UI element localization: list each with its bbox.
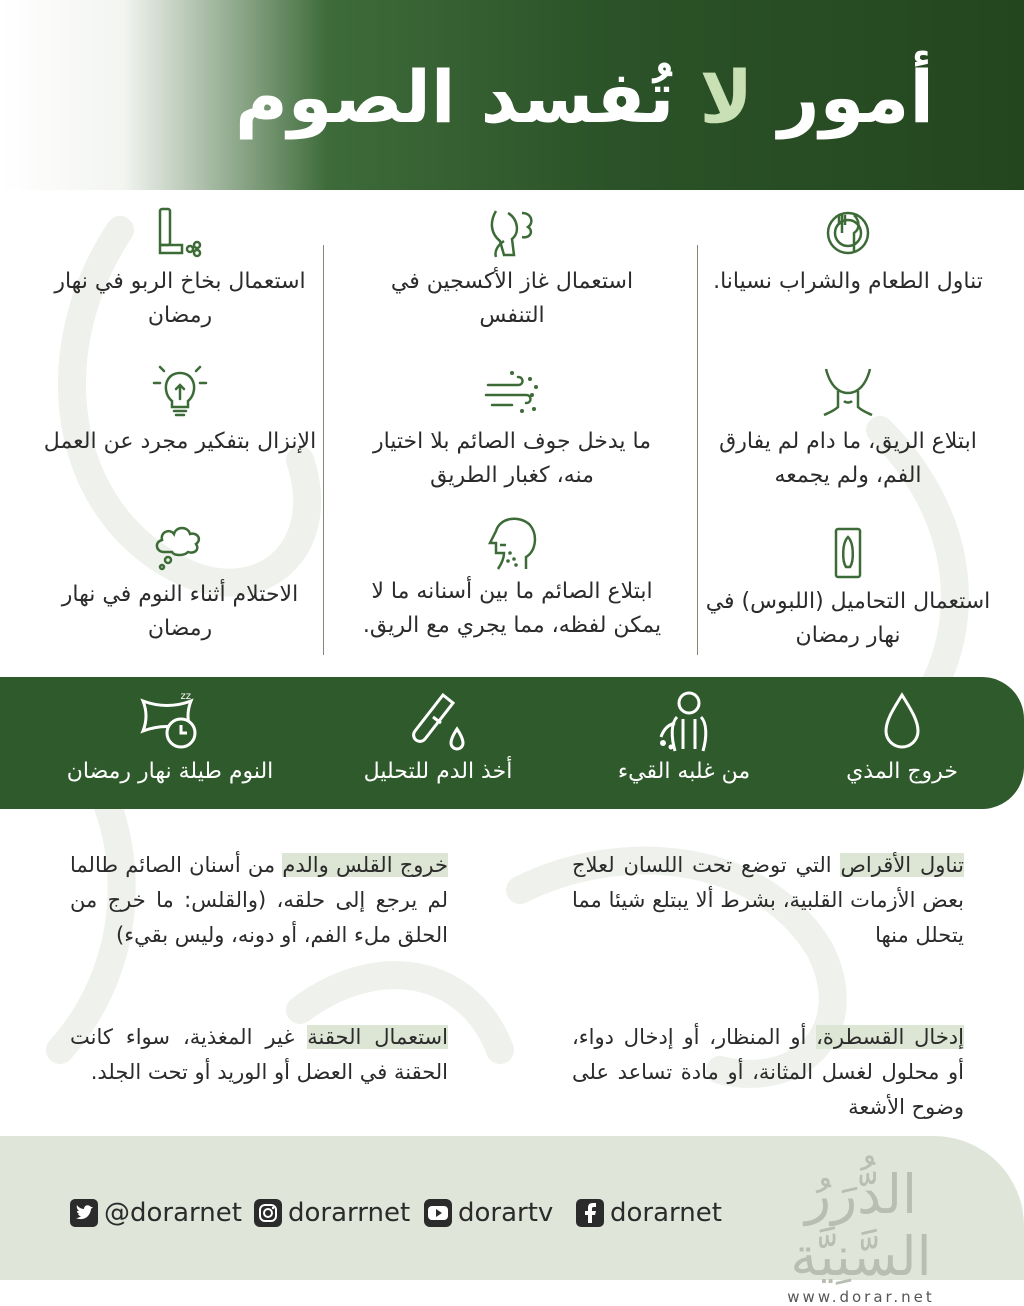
instagram-icon xyxy=(254,1199,282,1227)
info-paragraph: تناول الأقراص التي توضع تحت اللسان لعلاج بعض الأزمات القلبية، بشرط ألا يبتلع شيئا مما يتحلل منها xyxy=(572,853,964,947)
title-highlight: لا xyxy=(699,55,754,139)
dust-wind-icon xyxy=(482,365,542,421)
head-swallow-icon xyxy=(482,515,542,571)
vomiting-person-icon xyxy=(649,689,719,753)
grid-item: الإنزال بتفكير مجرد عن العمل xyxy=(30,365,330,459)
header-banner xyxy=(0,0,1024,190)
dream-cloud-icon xyxy=(150,518,210,574)
social-instagram[interactable]: dorarrnet xyxy=(254,1198,410,1228)
footer xyxy=(0,1136,1024,1306)
info-paragraph: استعمال الحقنة غير المغذية، سواء كانت الحقنة في العضل أو الوريد أو تحت الجلد. xyxy=(70,1025,448,1084)
logo-url: www.dorar.net xyxy=(787,1288,935,1306)
twitter-icon xyxy=(70,1199,98,1227)
light-bulb-icon xyxy=(150,365,210,421)
info-paragraph: إدخال القسطرة، أو المنظار، أو إدخال دواء، أو محلول لغسل المثانة، أو مادة تساعد على وضوح الأشعة xyxy=(572,1025,964,1119)
grid-item: تناول الطعام والشراب نسيانا. xyxy=(698,205,998,299)
grid-item: ما يدخل جوف الصائم بلا اختيار منه، كغبار الطريق xyxy=(362,365,662,493)
suppository-icon xyxy=(818,525,878,581)
grid-item: استعمال غاز الأكسجين في التنفس xyxy=(362,205,662,333)
social-youtube[interactable]: dorartv xyxy=(424,1198,553,1228)
asthma-inhaler-icon xyxy=(150,205,210,261)
band-item: خروج المذي xyxy=(782,689,1022,784)
youtube-icon xyxy=(424,1199,452,1227)
grid-item: ابتلاع الريق، ما دام لم يفارق الفم، ولم يجمعه xyxy=(698,365,998,493)
grid-item: استعمال التحاميل (اللبوس) في نهار رمضان xyxy=(698,525,998,653)
blood-test-tube-icon xyxy=(403,689,473,753)
page-title: أمور لا تُفسد الصوم xyxy=(235,55,934,139)
grid-item: استعمال بخاخ الربو في نهار رمضان xyxy=(30,205,330,333)
facebook-icon xyxy=(576,1199,604,1227)
info-paragraph: خروج القلس والدم من أسنان الصائم طالما لم يرجع إلى حلقه، (والقلس: ما خرج من الحلق ملء الفم، أو دونه، وليس بقيء) xyxy=(70,853,448,947)
band-item: zz النوم طيلة نهار رمضان xyxy=(66,691,274,784)
band-item: من غلبه القيء xyxy=(564,689,804,784)
plate-fork-knife-icon xyxy=(818,205,878,261)
grid-item: ابتلاع الصائم ما بين أسنانه ما لا يمكن لفظه، مما يجري مع الريق. xyxy=(362,515,662,643)
band-item: أخذ الدم للتحليل xyxy=(318,689,558,784)
social-twitter[interactable]: @dorarnet xyxy=(70,1198,242,1228)
oxygen-mask-icon xyxy=(482,205,542,261)
grid-item: الاحتلام أثناء النوم في نهار رمضان xyxy=(30,518,330,646)
throat-icon xyxy=(818,365,878,421)
drop-icon xyxy=(867,689,937,753)
social-facebook[interactable]: dorarnet xyxy=(576,1198,722,1228)
dorar-logo: الدُّرَرُ السَّنِيَّة www.dorar.net xyxy=(736,1164,986,1306)
svg-text:zz: zz xyxy=(180,691,191,702)
highlight-band xyxy=(0,677,1024,809)
pillow-clock-icon xyxy=(135,689,205,753)
